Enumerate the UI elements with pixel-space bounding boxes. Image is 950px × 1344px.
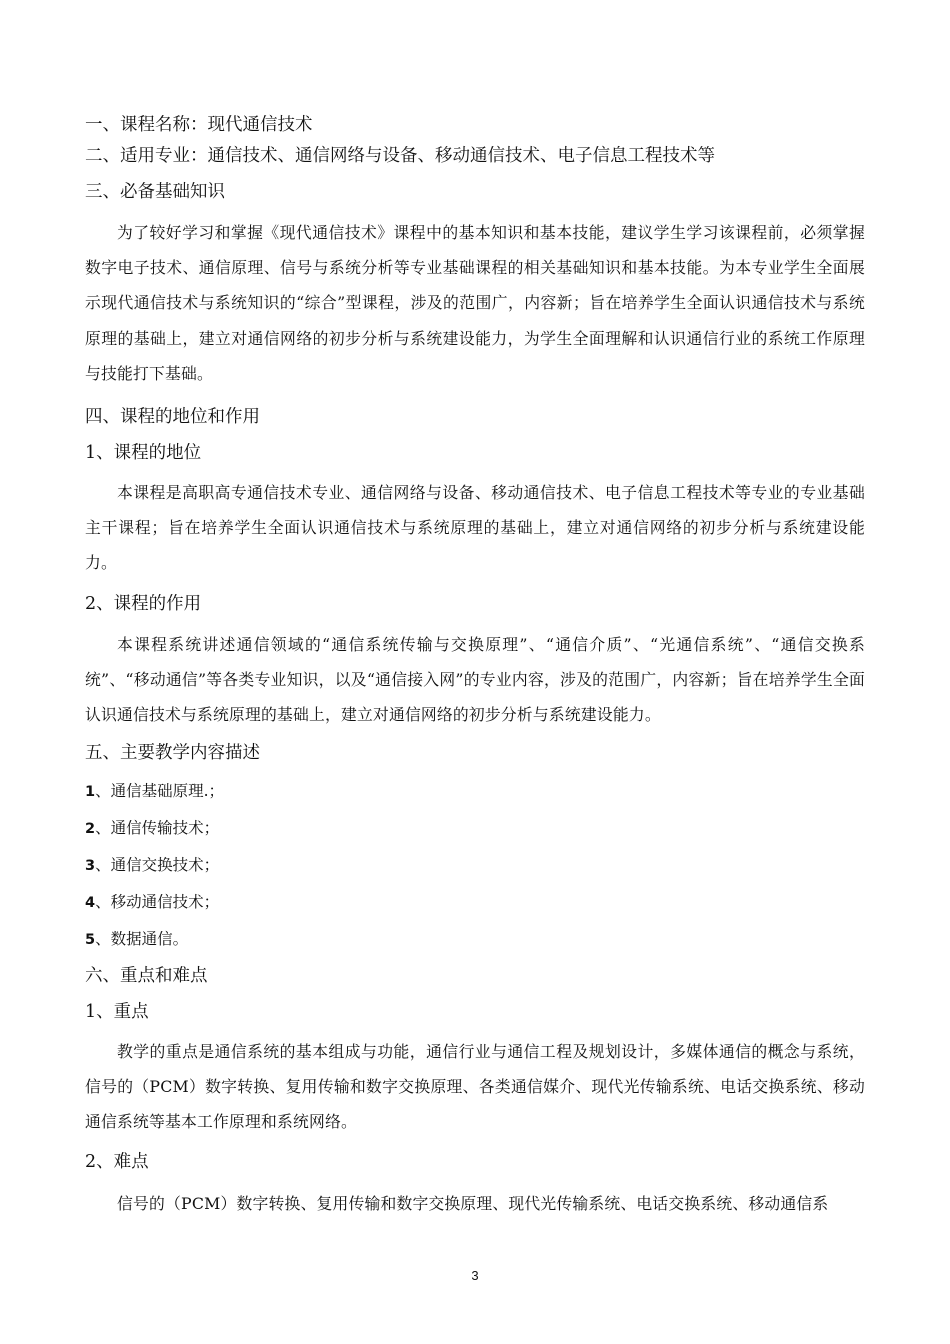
section6-heading: 六、重点和难点 [85,966,208,986]
page-number: 3 [471,1268,479,1283]
list-item-text: 、通信传输技术； [95,819,220,837]
section6-sub2-heading: 2、难点 [85,1152,149,1172]
list-item [85,854,219,877]
section6-sub1-paragraph: 教学的重点是通信系统的基本组成与功能，通信行业与通信工程及规划设计，多媒体通信的概念与系统，信号的（PCM）数字转换、复用传输和数字交换原理、各类通信媒介、现代光传输系统、电话交换系统、移动通信系统等基本工作原理和系统网络。 [85,1042,865,1132]
section4-sub2-paragraph: 本课程系统讲述通信领域的“通信系统传输与交换原理”、“通信介质”、“光通信系统”、“通信交换系统”、“移动通信”等各类专业知识，以及“通信接入网”的专业内容，涉及的范围广，内容新；旨在培养学生全面认识通信技术与系统原理的基础上，建立对通信网络的初步分析与系统建设能力。 [85,635,865,725]
section4-sub1-paragraph: 本课程是高职高专通信技术专业、通信网络与设备、移动通信技术、电子信息工程技术等专业的专业基础主干课程；旨在培养学生全面认识通信技术与系统原理的基础上，建立对通信网络的初步分析与系统建设能力。 [85,483,865,573]
list-item-text: 、数据通信。 [95,930,189,948]
list-item-text: 、移动通信技术； [95,893,220,911]
section4-sub1-heading: 1、课程的地位 [85,443,202,463]
section3-heading: 三、必备基础知识 [85,182,225,202]
list-item-number: 2 [85,821,96,837]
course-name-heading: 一、课程名称：现代通信技术 [85,115,313,135]
list-item-number: 3 [85,858,96,874]
list-item [85,780,224,803]
section5-heading: 五、主要教学内容描述 [85,743,260,763]
section4-heading: 四、课程的地位和作用 [85,407,260,427]
list-item-number: 4 [85,895,96,911]
applicable-major-heading: 二、适用专业：通信技术、通信网络与设备、移动通信技术、电子信息工程技术等 [85,146,715,166]
list-item-text: 、通信基础原理.； [95,782,225,800]
list-item [85,817,219,840]
section6-sub1-heading: 1、重点 [85,1002,149,1022]
list-item-number: 1 [85,784,96,800]
section6-sub2-paragraph: 信号的（PCM）数字转换、复用传输和数字交换原理、现代光传输系统、电话交换系统、移动通信系 [117,1194,829,1213]
section3-paragraph: 为了较好学习和掌握《现代通信技术》课程中的基本知识和基本技能，建议学生学习该课程前，必须掌握数字电子技术、通信原理、信号与系统分析等专业基础课程的相关基础知识和基本技能。为本专业学生全面展示现代通信技术与系统知识的“综合”型课程，涉及的范围广，内容新；旨在培养学生全面认识通信技术与系统原理的基础上，建立对通信网络的初步分析与系统建设能力，为学生全面理解和认识通信行业的系统工作原理与技能打下基础。 [85,223,865,383]
list-item [85,891,219,914]
list-item-text: 、通信交换技术； [95,856,220,874]
list-item-number: 5 [85,932,96,948]
list-item [85,928,188,951]
section4-sub2-heading: 2、课程的作用 [85,594,202,614]
